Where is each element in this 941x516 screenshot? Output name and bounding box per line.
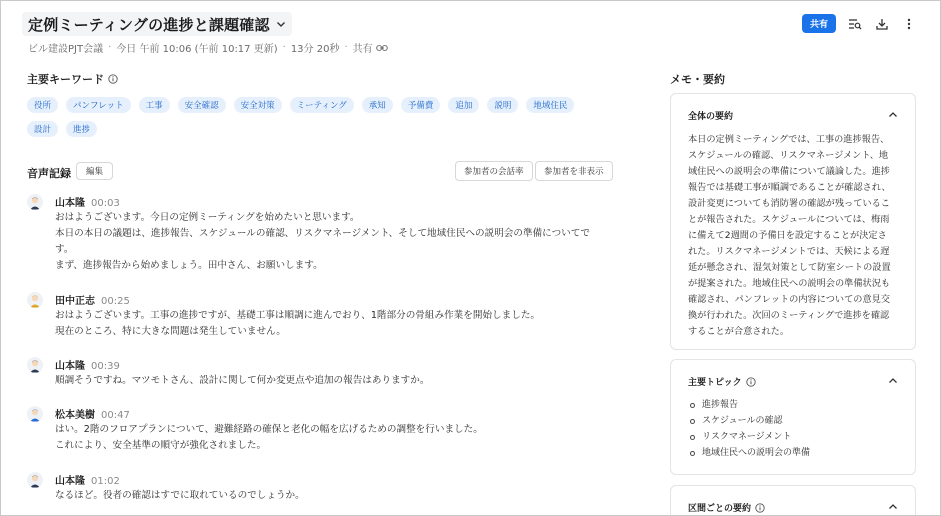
participant-rate-button[interactable]: 参加者の会話率	[455, 161, 533, 181]
topic-label: リスクマネージメント	[702, 432, 792, 442]
chevron-down-icon	[276, 19, 286, 29]
keyword-chip[interactable]: 進捗	[66, 121, 97, 137]
section-summary-title: 区間ごとの要約	[688, 504, 752, 514]
info-icon[interactable]	[108, 74, 118, 84]
meeting-meta	[28, 40, 388, 55]
avatar	[27, 357, 43, 373]
topic-label: スケジュールの確認	[702, 416, 783, 426]
utterance-text	[55, 422, 483, 454]
info-icon[interactable]	[746, 377, 756, 387]
overall-summary-card	[670, 93, 916, 350]
avatar	[27, 292, 43, 308]
keyword-chip[interactable]: 役所	[27, 97, 58, 113]
keyword-chip[interactable]: 地域住民	[526, 97, 574, 113]
more-vertical-icon[interactable]	[899, 14, 919, 34]
avatar	[27, 194, 43, 210]
avatar	[27, 472, 43, 488]
utterance-text	[55, 210, 590, 274]
keyword-chip[interactable]: 安全対策	[234, 97, 282, 113]
topic-item	[688, 445, 810, 461]
bullet-icon	[690, 435, 695, 440]
topics-title: 主要トピック	[688, 378, 742, 388]
utterance-line: 順調そうですね。マツモトさん、設計に関して何か変更点や追加の報告はありますか。	[55, 375, 430, 386]
keyword-chip[interactable]: 工事	[139, 97, 170, 113]
summary-line: 域住民への説明会の準備について議論した。進捗	[688, 166, 890, 177]
timestamp[interactable]: 00:47	[101, 410, 130, 421]
speaker-name[interactable]: 山本隆	[55, 476, 85, 487]
meta-duration: 13分 20秒	[290, 44, 340, 55]
keyword-chip[interactable]: 設計	[27, 121, 58, 137]
title-dropdown[interactable]	[22, 12, 292, 36]
share-button[interactable]: 共有	[802, 14, 836, 33]
topic-item	[688, 429, 810, 445]
meta-separator: ·	[282, 42, 286, 53]
timestamp[interactable]: 00:39	[91, 361, 120, 372]
memo-title: メモ・要約	[670, 73, 725, 86]
speaker-name[interactable]: 松本美樹	[55, 410, 95, 421]
utterance-line: はい。2階のフロアプランについて、避難経路の確保と老化の幅を広げるための調整を行いました。	[55, 424, 483, 435]
keywords-title: 主要キーワード	[27, 73, 104, 86]
keyword-chip-list	[27, 97, 607, 145]
utterance-line: おはようございます。工事の進捗ですが、基礎工事は順調に進んでおり、1階部分の骨組み作業を開始しました。	[55, 310, 541, 321]
summary-line: 本日の定例ミーティングでは、工事の進捗報告、	[688, 134, 890, 145]
meta-share[interactable]: 共有	[352, 44, 373, 55]
edit-button[interactable]: 編集	[76, 162, 113, 180]
timestamp[interactable]: 00:25	[101, 296, 130, 307]
entry-header	[55, 357, 120, 372]
keyword-chip[interactable]: ミーティング	[290, 97, 354, 113]
topics-list	[688, 397, 810, 461]
summary-line: れた。リスクマネージメントでは、天候による遅	[688, 246, 890, 257]
entry-header	[55, 472, 120, 487]
summary-line: 延が懸念され、湿気対策として防室シートの設置	[688, 262, 891, 273]
speaker-name[interactable]: 山本隆	[55, 198, 85, 209]
topic-item	[688, 397, 810, 413]
bullet-icon	[690, 451, 695, 456]
summary-line: スケジュールの確認、リスクマネージメント、地	[688, 150, 889, 161]
bullet-icon	[690, 419, 695, 424]
search-list-icon[interactable]	[845, 14, 865, 34]
utterance-line: おはようございます。今日の定例ミーティングを始めたいと思います。	[55, 212, 360, 223]
page-title: 定例ミーティングの進捗と課題確認	[28, 15, 270, 34]
utterance-line: これにより、安全基準の順守が強化されました。	[55, 440, 267, 451]
chevron-up-icon[interactable]	[887, 375, 899, 387]
entry-header	[55, 292, 130, 307]
keyword-chip[interactable]: パンフレット	[66, 97, 131, 113]
avatar	[27, 406, 43, 422]
keywords-heading	[27, 71, 118, 87]
speaker-name[interactable]: 田中正志	[55, 296, 95, 307]
utterance-text	[55, 488, 305, 504]
timestamp[interactable]: 01:02	[91, 476, 120, 487]
overall-summary-text	[688, 132, 891, 340]
topic-label: 進捗報告	[702, 400, 739, 410]
hide-participants-button[interactable]: 参加者を非表示	[535, 161, 613, 181]
transcript-title: 音声記録	[27, 167, 71, 180]
timestamp[interactable]: 00:03	[91, 198, 120, 209]
keyword-chip[interactable]: 安全確認	[178, 97, 226, 113]
utterance-line: 本日の本日の議題は、進捗報告、スケジュールの確認、リスクマネージメント、そして地域住民への説明会の準備についてで	[55, 228, 590, 239]
meta-folder[interactable]: ビル建設PJT会議	[28, 44, 104, 55]
utterance-line: まず、進捗報告から始めましょう。田中さん、お願いします。	[55, 260, 323, 271]
entry-header	[55, 406, 130, 421]
topics-heading	[688, 375, 756, 388]
summary-line: することが合意された。	[688, 326, 790, 337]
speaker-name[interactable]: 山本隆	[55, 361, 85, 372]
keyword-chip[interactable]: 予備費	[401, 97, 441, 113]
section-summary-heading	[688, 501, 765, 514]
utterance-text	[55, 373, 429, 389]
topics-card	[670, 359, 916, 475]
summary-line: 報告では基礎工事が順調であることが確認され、	[688, 182, 891, 193]
bullet-icon	[690, 403, 695, 408]
topic-label: 地域住民への説明会の準備	[702, 448, 811, 458]
chevron-up-icon[interactable]	[887, 501, 899, 513]
chevron-up-icon[interactable]	[887, 109, 899, 121]
topic-item	[688, 413, 810, 429]
meta-separator: ·	[108, 42, 112, 53]
overall-summary-title: 全体の要約	[688, 112, 734, 122]
download-icon[interactable]	[872, 14, 892, 34]
summary-line: 確認され、パンフレットの内容についての意見交	[688, 294, 891, 305]
link-icon[interactable]	[376, 44, 388, 52]
utterance-line: 現在のところ、特に大きな問題は発生していません。	[55, 326, 286, 337]
keyword-chip[interactable]: 説明	[487, 97, 518, 113]
summary-line: に備えて2週間の予備日を設定することが決定さ	[688, 230, 887, 241]
meta-separator: ·	[344, 42, 348, 53]
keyword-chip[interactable]: 承知	[362, 97, 393, 113]
info-icon[interactable]	[755, 503, 765, 513]
utterance-text	[55, 308, 540, 340]
summary-line: が提案された。地域住民への説明会の準備状況も	[688, 278, 891, 289]
utterance-line: す。	[55, 244, 74, 255]
meta-time: 今日 午前 10:06 (午前 10:17 更新)	[116, 44, 278, 55]
transcript-heading	[27, 165, 71, 181]
section-summary-card	[670, 485, 916, 516]
summary-line: 設計変更についても消防署の確認が残っているこ	[688, 198, 890, 209]
summary-line: 換が行われた。次回のミーティングで進捗を確認	[688, 310, 890, 321]
utterance-line: なるほど。役者の確認はすでに取れているのでしょうか。	[55, 490, 305, 501]
summary-line: とが報告された。スケジュールについては、梅雨	[688, 214, 890, 225]
entry-header	[55, 194, 120, 209]
keyword-chip[interactable]: 追加	[448, 97, 479, 113]
